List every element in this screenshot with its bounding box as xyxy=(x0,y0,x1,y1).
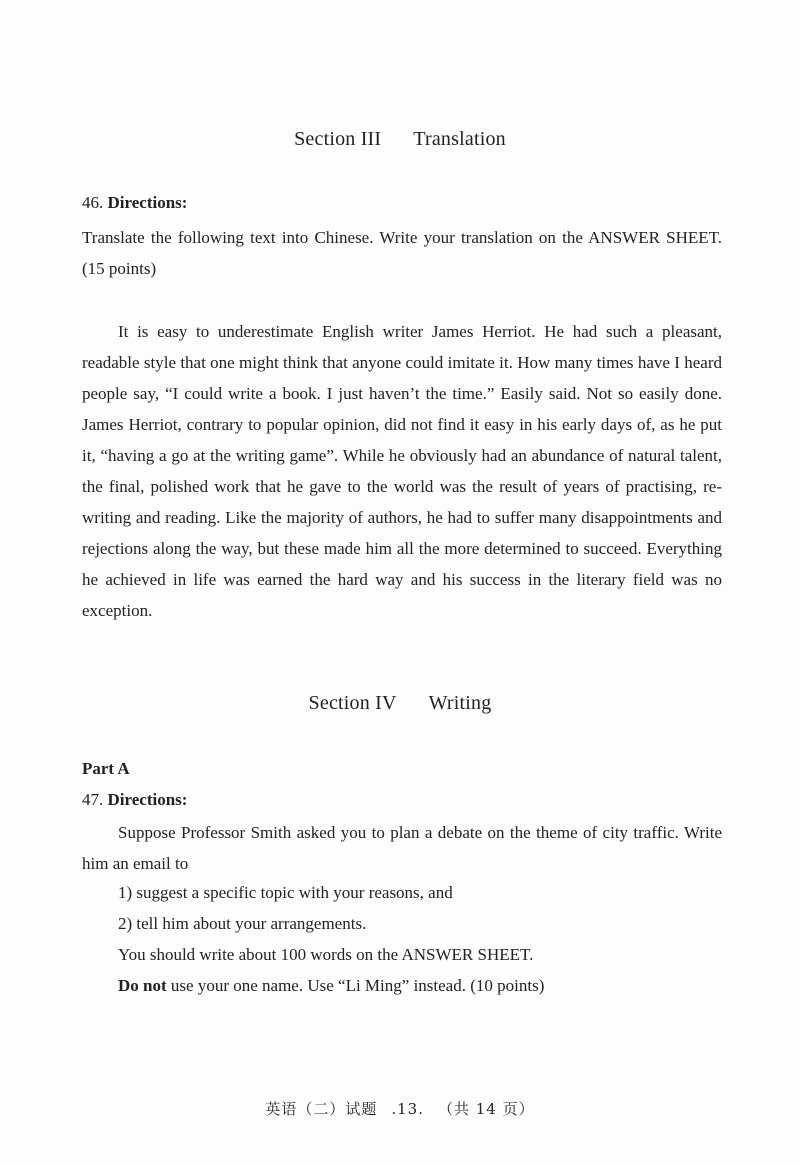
question-47-number: 47. xyxy=(82,790,104,809)
section-3-title xyxy=(0,128,800,151)
footer-subject: 英语（二）试题 xyxy=(265,1100,378,1118)
question-46-instruction: Translate the following text into Chinese. Write your translation on the ANSWER SHEET. (15 points) xyxy=(82,228,722,278)
question-46-number: 46. xyxy=(82,193,104,212)
name-note-bold: Do not xyxy=(118,976,167,995)
question-47-prompt: Suppose Professor Smith asked you to plan a debate on the theme of city traffic. Write him an email to xyxy=(82,823,722,873)
section-3-name: Translation xyxy=(413,128,506,150)
requirement-item-2: 2) tell him about your arrangements. xyxy=(118,914,367,933)
question-47-directions-label: Directions: xyxy=(107,790,188,809)
name-note xyxy=(118,976,544,996)
question-46-directions-label: Directions: xyxy=(107,193,188,212)
section-4-name: Writing xyxy=(428,692,492,714)
footer-page-number: .13. xyxy=(391,1100,424,1118)
section-4-roman: Section IV xyxy=(308,692,397,714)
question-46-heading xyxy=(82,193,187,213)
section-4-title xyxy=(0,692,800,715)
footer-total-pages: （共 14 页） xyxy=(438,1100,535,1118)
page-footer xyxy=(0,1098,800,1119)
name-note-rest: use your one name. Use “Li Ming” instead. (10 points) xyxy=(166,976,545,995)
part-a-label: Part A xyxy=(82,759,130,778)
translation-passage: It is easy to underestimate English writer James Herriot. He had such a pleasant, readable style that one might think that anyone could imitate it. How many times have I heard people say, “I could write a book. I just haven’t the time.” Easily said. Not so easily done. James Herriot, contrary to popular opinion, did not find it easy in his early days of, as he put it, “having a go at the writing game”. While he obviously had an abundance of natural talent, the final, polished work that he gave to the world was the result of years of practising, re-writing and reading. Like the majority of authors, he had to suffer many disappointments and rejections along the way, but these made him all the more determined to succeed. Everything he achieved in life was earned the hard way and his success in the literary field was no exception. xyxy=(82,322,722,620)
word-requirement: You should write about 100 words on the ANSWER SHEET. xyxy=(118,945,534,964)
requirement-item-1: 1) suggest a specific topic with your reasons, and xyxy=(118,883,453,902)
question-47-heading xyxy=(82,790,187,810)
part-a-heading xyxy=(82,759,130,779)
section-3-roman: Section III xyxy=(294,128,382,150)
